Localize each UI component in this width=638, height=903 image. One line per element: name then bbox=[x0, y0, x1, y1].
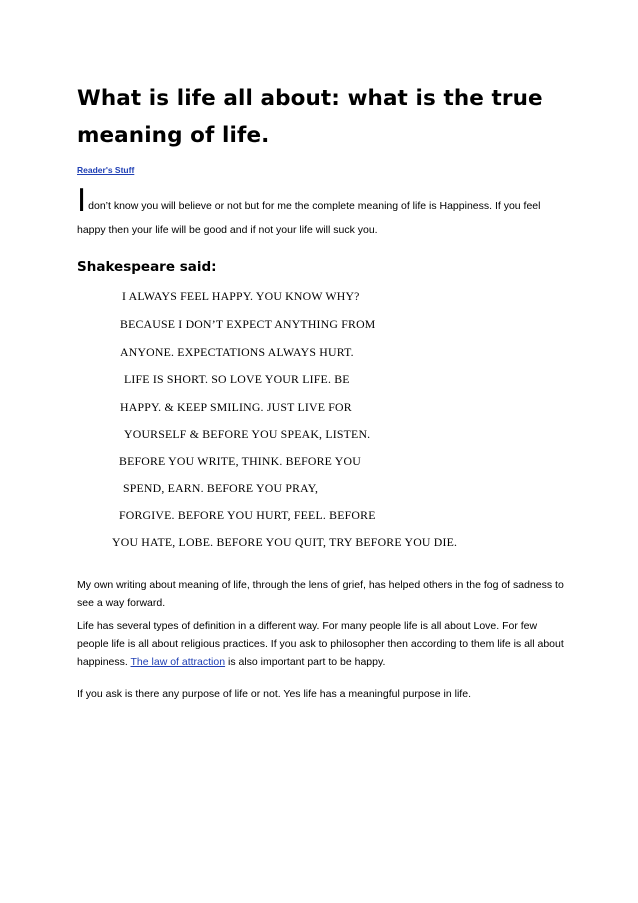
quote-line: SPEND, EARN. BEFORE YOU PRAY, bbox=[123, 481, 319, 495]
quote-line: ANYONE. EXPECTATIONS ALWAYS HURT. bbox=[120, 345, 354, 359]
quote-line: I ALWAYS FEEL HAPPY. YOU KNOW WHY? bbox=[122, 289, 360, 303]
page-title: What is life all about: what is the true meaning of life. bbox=[77, 86, 543, 148]
category-link[interactable]: Reader's Stuff bbox=[77, 165, 135, 175]
quote-line: YOU HATE, LOBE. BEFORE YOU QUIT, TRY BEFORE YOU DIE. bbox=[112, 535, 458, 549]
intro-paragraph bbox=[77, 183, 567, 242]
paragraph: If you ask is there any purpose of life or not. Yes life has a meaningful purpose in life. bbox=[77, 688, 471, 700]
quote-line: YOURSELF & BEFORE YOU SPEAK, LISTEN. bbox=[124, 427, 371, 441]
section-heading: Shakespeare said: bbox=[77, 259, 217, 275]
quote-line: LIFE IS SHORT. SO LOVE YOUR LIFE. BE bbox=[124, 372, 350, 386]
drop-cap: I bbox=[77, 183, 87, 219]
paragraph: My own writing about meaning of life, through the lens of grief, has helped others in the fog of sadness to see a way forward. bbox=[77, 579, 564, 609]
quote-line: FORGIVE. BEFORE YOU HURT, FEEL. BEFORE bbox=[119, 508, 376, 522]
paragraph bbox=[77, 617, 567, 671]
quote-line: HAPPY. & KEEP SMILING. JUST LIVE FOR bbox=[120, 400, 352, 414]
law-of-attraction-link[interactable]: The law of attraction bbox=[130, 656, 226, 668]
paragraph-text: is also important part to be happy. bbox=[225, 656, 386, 668]
quote-line: BEFORE YOU WRITE, THINK. BEFORE YOU bbox=[119, 454, 361, 468]
intro-text: don’t know you will believe or not but for me the complete meaning of life is Happiness. If you feel happy then your life will be good and if not your life will suck you. bbox=[77, 200, 541, 236]
quote-line: BECAUSE I DON’T EXPECT ANYTHING FROM bbox=[120, 317, 376, 331]
paragraph-text: Life has several types of definition in a different way. For many people life is all about Love. For few people life is all about religious practices. If you ask to philosopher then according to them life is all about happiness. bbox=[77, 620, 564, 668]
